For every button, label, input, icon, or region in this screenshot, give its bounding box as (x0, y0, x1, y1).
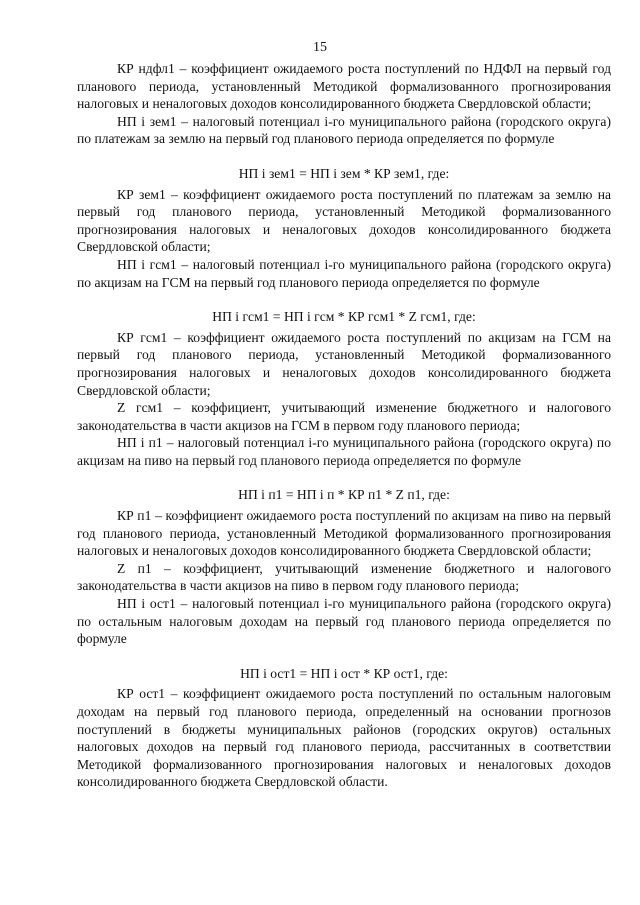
paragraph-z-gsm: Z гсм1 – коэффициент, учитывающий изменение бюджетного и налогового законодательства в части акцизов на ГСМ в первом году планового периода; (77, 400, 611, 433)
paragraph-z-p: Z п1 – коэффициент, учитывающий изменение бюджетного и налогового законодательства в части акцизов на пиво в первом году планового периода; (77, 560, 611, 594)
document-body (77, 60, 611, 791)
paragraph-kr-p: КР п1 – коэффициент ожидаемого роста поступлений по акцизам на пиво на первый год планового периода, установленный Методикой формализованного прогнозирования налоговых и неналоговых доходов консолидированного бюджета Свердловской области; (77, 508, 611, 559)
paragraph-np-zem: НП i зем1 – налоговый потенциал i-го муниципального района (городского округа) по платежам за землю на первый год планового периода определяется по формуле (77, 113, 611, 147)
paragraph-kr-ndfl: КР ндфл1 – коэффициент ожидаемого роста поступлений по НДФЛ на первый год планового периода, установленный Методикой формализованного прогнозирования налоговых и неналоговых доходов консолидированного бюджета Свердловской области; (77, 61, 611, 112)
paragraph-kr-zem: КР зем1 – коэффициент ожидаемого роста поступлений по платежам за землю на первый год планового периода, установленный Методикой формализованного прогнозирования налоговых и неналоговых доходов консолидированного бюджета Свердловской области; (77, 186, 611, 255)
paragraph-kr-gsm: КР гсм1 – коэффициент ожидаемого роста поступлений по акцизам на ГСМ на первый год планового периода, установленный Методикой формализованного прогнозирования налоговых и неналоговых доходов консолидированного бюджета Свердловской области; (77, 329, 611, 398)
formula-np-zem: НП i зем1 = НП i зем * КР зем1, где: (238, 165, 450, 181)
formula-np-p: НП i п1 = НП i п * КР п1 * Z п1, где: (238, 487, 450, 503)
paragraph-np-p: НП i п1 – налоговый потенциал i-го муниципального района (городского округа) по акцизам на пиво на первый год планового периода определяется по формуле (77, 435, 611, 468)
formula-np-ost: НП i ост1 = НП i ост * КР ост1, где: (240, 665, 448, 681)
page-number: 15 (313, 40, 327, 55)
formula-np-gsm: НП i гсм1 = НП i гсм * КР гсм1 * Z гсм1, где: (212, 309, 476, 325)
paragraph-kr-ost: КР ост1 – коэффициент ожидаемого роста поступлений по остальным налоговым доходам на первый год планового периода, определенный на основании прогнозов поступлений в бюджеты муниципальных районов (городских округов) остальных налоговых доходов на первый год планового периода, рассчитанных в соответствии Методикой формализованного прогнозирования налоговых и неналоговых доходов консолидированного бюджета Свердловской области. (77, 686, 611, 790)
paragraph-np-gsm: НП i гсм1 – налоговый потенциал i-го муниципального района (городского округа) по акцизам на ГСМ на первый год планового периода определяется по формуле (77, 256, 611, 290)
paragraph-np-ost: НП i ост1 – налоговый потенциал i-го муниципального района (городского округа) по остальным налоговым доходам на первый год планового периода определяется по формуле (77, 596, 611, 647)
